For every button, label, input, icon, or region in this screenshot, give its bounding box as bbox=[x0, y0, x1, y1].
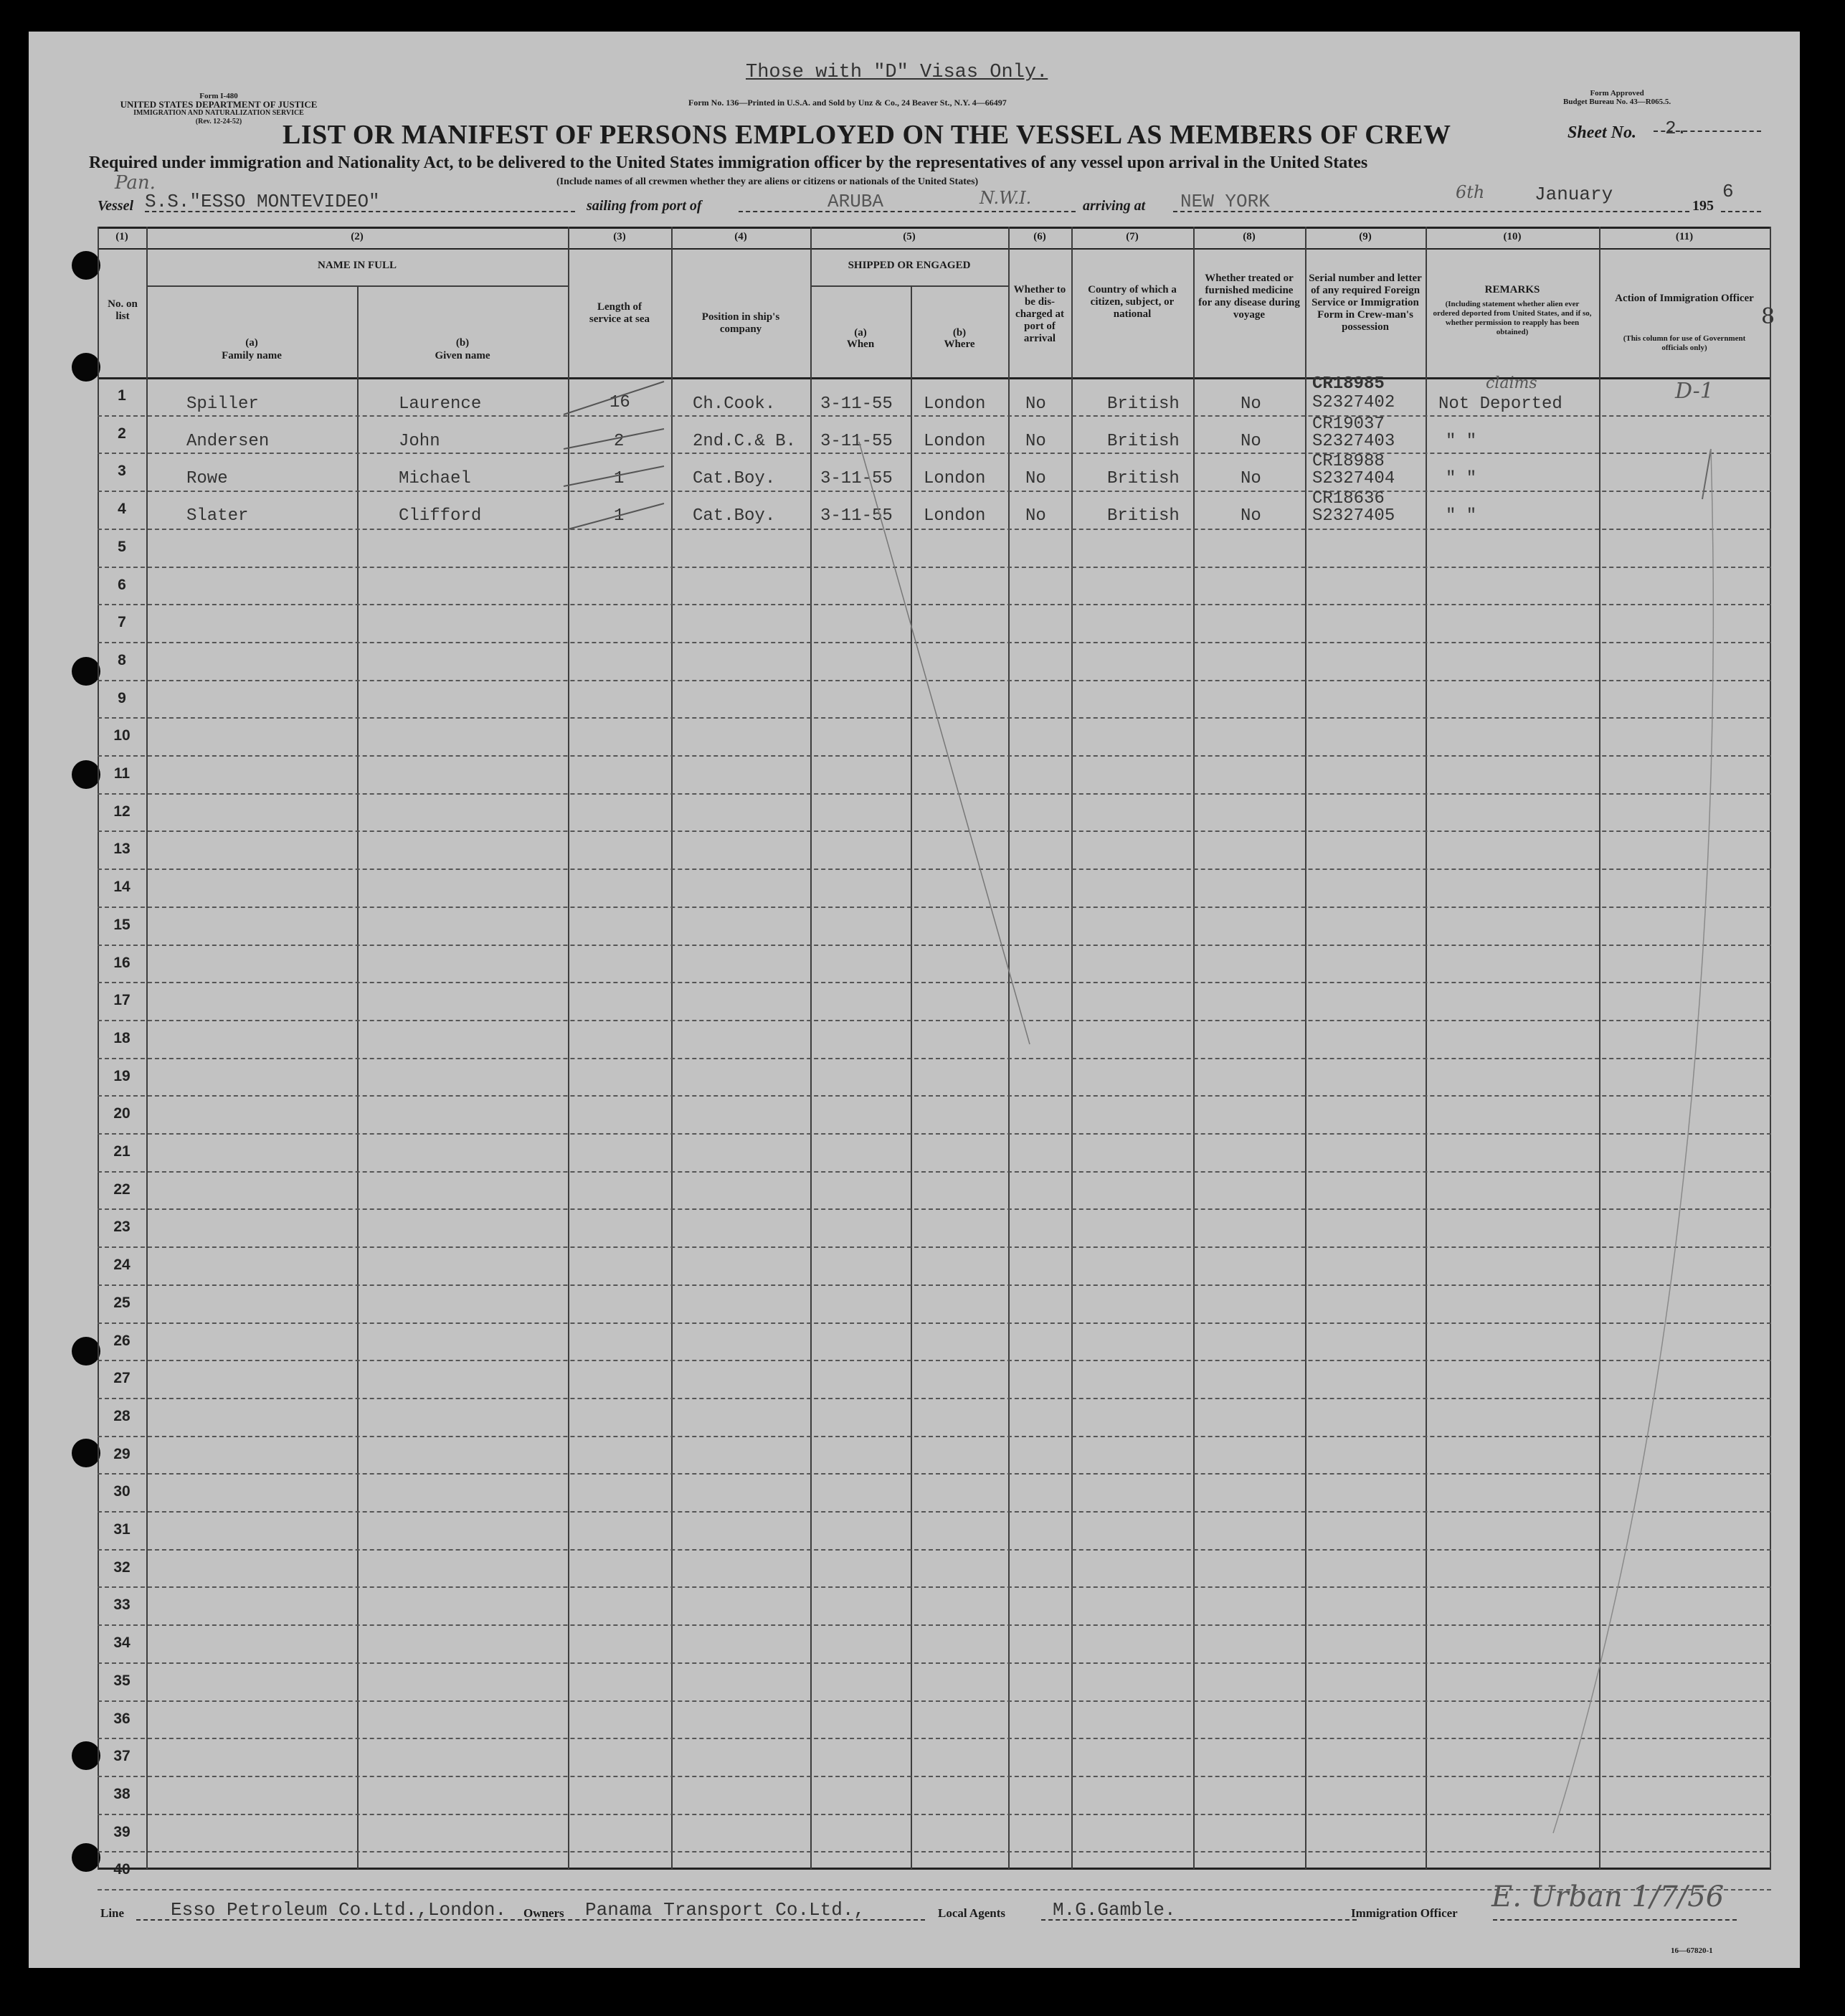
row-number: 33 bbox=[113, 1596, 131, 1614]
row-number: 12 bbox=[113, 803, 131, 820]
margin-mark: 8 bbox=[1761, 304, 1775, 329]
shipped-where: London bbox=[924, 506, 986, 526]
header-remarks: REMARKS bbox=[1484, 284, 1540, 295]
row-number: 32 bbox=[113, 1558, 131, 1576]
sailing-port: ARUBA bbox=[827, 191, 884, 212]
row-number: 2 bbox=[118, 425, 126, 442]
owners-label: Owners bbox=[523, 1906, 564, 1920]
agents-underline bbox=[1041, 1919, 1357, 1921]
col-number-3: (3) bbox=[613, 231, 626, 242]
country: British bbox=[1107, 469, 1180, 488]
row-number: 37 bbox=[113, 1748, 131, 1765]
col-number-4: (4) bbox=[734, 231, 747, 242]
year-underline bbox=[1721, 211, 1761, 212]
vessel-name: S.S."ESSO MONTEVIDEO" bbox=[145, 191, 380, 212]
form-code: 16—67820-1 bbox=[1671, 1946, 1713, 1955]
country: British bbox=[1107, 394, 1180, 414]
row-number: 13 bbox=[113, 841, 131, 858]
header-family-mark: (a) bbox=[245, 337, 258, 349]
punch-hole bbox=[72, 251, 100, 280]
form-id: Form I-480 bbox=[199, 92, 238, 100]
given-name: Michael bbox=[399, 469, 471, 488]
row-number: 23 bbox=[113, 1218, 131, 1236]
remarks: " " bbox=[1446, 432, 1477, 451]
officer-stroke bbox=[859, 442, 1030, 1044]
serial-s: S2327404 bbox=[1312, 469, 1395, 488]
row-number: 22 bbox=[113, 1180, 131, 1198]
remarks-handwritten: claims bbox=[1486, 374, 1537, 392]
row-number: 16 bbox=[113, 954, 131, 971]
row-number: 18 bbox=[113, 1029, 131, 1046]
date-day: 6th bbox=[1456, 182, 1485, 202]
position: 2nd.C.& B. bbox=[693, 432, 797, 451]
service-length: 1 bbox=[614, 469, 625, 488]
discharged: No bbox=[1025, 469, 1046, 488]
shipped-where: London bbox=[924, 394, 986, 414]
treated: No bbox=[1241, 394, 1261, 414]
row-number: 4 bbox=[118, 501, 126, 518]
shipped-when: 3-11-55 bbox=[820, 394, 893, 414]
header-treated: Whether treated or furnished medicine for any disease during voyage bbox=[1198, 273, 1300, 321]
row-number: 6 bbox=[118, 576, 126, 593]
serial-cr: CR19037 bbox=[1312, 415, 1385, 434]
col-number-6: (6) bbox=[1033, 231, 1046, 242]
date-month: January bbox=[1535, 184, 1613, 205]
line-value: Esso Petroleum Co.Ltd.,London. bbox=[171, 1899, 507, 1921]
header-where-mark: (b) bbox=[952, 327, 967, 339]
remarks: " " bbox=[1446, 506, 1477, 526]
department: UNITED STATES DEPARTMENT OF JUSTICE bbox=[120, 99, 318, 110]
remarks: " " bbox=[1446, 469, 1477, 488]
serial-cr: CR18636 bbox=[1312, 489, 1385, 508]
row-number: 17 bbox=[113, 992, 131, 1009]
service-length: 2 bbox=[614, 432, 625, 451]
row-number: 19 bbox=[113, 1067, 131, 1084]
treated: No bbox=[1241, 432, 1261, 451]
arriving-port: NEW YORK bbox=[1180, 191, 1270, 212]
shipped-where: London bbox=[924, 469, 986, 488]
header-given: Given name bbox=[435, 350, 490, 361]
punch-hole bbox=[72, 657, 100, 686]
row-number: 27 bbox=[113, 1370, 131, 1387]
row-number: 5 bbox=[118, 538, 126, 555]
pen-strokes bbox=[98, 227, 1771, 1869]
header-service: Length of service at sea bbox=[589, 301, 650, 325]
officer-label: Immigration Officer bbox=[1351, 1906, 1458, 1920]
include-note: (Include names of all crewmen whether they are aliens or citizens or nationals of the United States) bbox=[556, 176, 979, 187]
punch-hole bbox=[72, 1741, 100, 1770]
year-suffix: 6 bbox=[1722, 181, 1734, 202]
arriving-underline bbox=[1173, 211, 1689, 212]
service: IMMIGRATION AND NATURALIZATION SERVICE bbox=[133, 109, 304, 117]
header-shipped: SHIPPED OR ENGAGED bbox=[848, 260, 971, 271]
header-no: No. on list bbox=[108, 298, 138, 322]
col-number-11: (11) bbox=[1675, 231, 1694, 242]
header-remarks-note: (Including statement whether alien ever ordered deported from United States, and if so, whether permission to reapply has been obtained) bbox=[1433, 300, 1592, 336]
officer-underline bbox=[1493, 1919, 1737, 1921]
vessel-handwritten: Pan. bbox=[115, 172, 156, 194]
discharged: No bbox=[1025, 506, 1046, 526]
row-number: 40 bbox=[113, 1861, 131, 1878]
service-length: 16 bbox=[610, 393, 630, 412]
shipped-when: 3-11-55 bbox=[820, 506, 893, 526]
row-number: 10 bbox=[113, 727, 131, 744]
header-serial: Serial number and letter of any required Foreign Service or Immigration Form in Crew-man's possession bbox=[1309, 273, 1422, 333]
row-number: 11 bbox=[113, 765, 131, 782]
sheet-label: Sheet No. bbox=[1567, 123, 1636, 142]
vessel-label: Vessel bbox=[98, 198, 133, 214]
row-number: 1 bbox=[118, 387, 126, 404]
arriving-label: arriving at bbox=[1083, 198, 1146, 214]
line-label: Line bbox=[100, 1906, 125, 1920]
serial-cr: CR18988 bbox=[1312, 452, 1385, 471]
country: British bbox=[1107, 432, 1180, 451]
service-stroke bbox=[564, 466, 664, 486]
country: British bbox=[1107, 506, 1180, 526]
row-number: 8 bbox=[118, 651, 126, 668]
row-number: 20 bbox=[113, 1105, 131, 1122]
punch-hole bbox=[72, 1337, 100, 1366]
header-family: Family name bbox=[222, 350, 282, 361]
line-underline bbox=[136, 1919, 925, 1921]
sailing-underline bbox=[739, 211, 1076, 212]
revision: (Rev. 12-24-52) bbox=[195, 118, 242, 126]
col-number-10: (10) bbox=[1503, 231, 1522, 242]
given-name: Laurence bbox=[399, 394, 482, 414]
header-given-mark: (b) bbox=[455, 337, 470, 349]
treated: No bbox=[1241, 469, 1261, 488]
position: Ch.Cook. bbox=[693, 394, 776, 414]
row-number: 21 bbox=[113, 1143, 131, 1160]
vessel-underline bbox=[145, 211, 575, 212]
header-where: Where bbox=[944, 339, 975, 350]
punch-hole bbox=[72, 1843, 100, 1872]
row-number: 15 bbox=[113, 916, 131, 933]
family-name: Slater bbox=[186, 506, 249, 526]
row-number: 26 bbox=[113, 1332, 131, 1349]
sailing-label: sailing from port of bbox=[587, 198, 702, 214]
family-name: Spiller bbox=[186, 394, 259, 414]
punch-hole bbox=[72, 1439, 100, 1467]
serial-cr: CR18985 bbox=[1312, 374, 1385, 394]
punch-hole bbox=[72, 353, 100, 382]
sheet-value: 2. bbox=[1665, 118, 1688, 139]
header-action: Action of Immigration Officer bbox=[1615, 293, 1754, 304]
header-name-full: NAME IN FULL bbox=[317, 260, 397, 271]
col-number-1: (1) bbox=[115, 231, 128, 242]
header-action-note: (This column for use of Government officials only) bbox=[1623, 334, 1746, 352]
remarks: Not Deported bbox=[1438, 394, 1562, 414]
shipped-when: 3-11-55 bbox=[820, 432, 893, 451]
approved-line1: Form Approved bbox=[1590, 89, 1644, 98]
approved-line2: Budget Bureau No. 43—R065.5. bbox=[1563, 98, 1671, 106]
action-mark: D-1 bbox=[1675, 379, 1714, 404]
row-number: 31 bbox=[113, 1521, 131, 1538]
col-number-8: (8) bbox=[1243, 231, 1256, 242]
printer-line: Form No. 136—Printed in U.S.A. and Sold by Unz & Co., 24 Beaver St., N.Y. 4—66497 bbox=[688, 98, 1007, 108]
header-country: Country of which a citizen, subject, or national bbox=[1088, 284, 1177, 320]
row-number: 36 bbox=[113, 1710, 131, 1727]
col-number-2: (2) bbox=[351, 231, 364, 242]
agents-label: Local Agents bbox=[938, 1906, 1005, 1920]
col-number-9: (9) bbox=[1359, 231, 1372, 242]
agents-value: M.G.Gamble. bbox=[1053, 1899, 1176, 1921]
subtitle: Required under immigration and Nationality Act, to be delivered to the United States immigration officer by the representatives of any vessel upon arrival in the United States bbox=[89, 153, 1368, 172]
officer-stroke bbox=[1553, 449, 1713, 1833]
given-name: Clifford bbox=[399, 506, 482, 526]
year-prefix: 195 bbox=[1692, 198, 1714, 214]
row-number: 3 bbox=[118, 463, 126, 480]
treated: No bbox=[1241, 506, 1261, 526]
row-number: 35 bbox=[113, 1672, 131, 1689]
row-number: 30 bbox=[113, 1483, 131, 1500]
row-number: 28 bbox=[113, 1407, 131, 1424]
manifest-page bbox=[29, 32, 1800, 1968]
service-stroke bbox=[564, 429, 664, 449]
owners-value: Panama Transport Co.Ltd., bbox=[585, 1899, 865, 1921]
row-number: 9 bbox=[118, 689, 126, 706]
family-name: Rowe bbox=[186, 469, 228, 488]
header-when-mark: (a) bbox=[854, 327, 867, 339]
discharged: No bbox=[1025, 432, 1046, 451]
service-stroke bbox=[568, 503, 664, 529]
row-number: 39 bbox=[113, 1823, 131, 1840]
row-number: 24 bbox=[113, 1257, 131, 1274]
family-name: Andersen bbox=[186, 432, 270, 451]
header-discharged: Whether to be dis-charged at port of arrival bbox=[1013, 284, 1066, 344]
row-number: 29 bbox=[113, 1445, 131, 1462]
position: Cat.Boy. bbox=[693, 506, 776, 526]
header-when: When bbox=[846, 339, 875, 350]
row-number: 38 bbox=[113, 1785, 131, 1802]
row-number: 7 bbox=[118, 614, 126, 631]
serial-s: S2327402 bbox=[1312, 393, 1395, 412]
col-number-5: (5) bbox=[903, 231, 916, 242]
service-length: 1 bbox=[614, 506, 625, 526]
given-name: John bbox=[399, 432, 440, 451]
page-title: LIST OR MANIFEST OF PERSONS EMPLOYED ON THE VESSEL AS MEMBERS OF CREW bbox=[283, 120, 1451, 150]
serial-s: S2327405 bbox=[1312, 506, 1395, 526]
shipped-when: 3-11-55 bbox=[820, 469, 893, 488]
row-number: 25 bbox=[113, 1294, 131, 1311]
action-check-stroke bbox=[1702, 449, 1711, 499]
header-position: Position in ship's company bbox=[701, 311, 780, 335]
shipped-where: London bbox=[924, 432, 986, 451]
row-number: 34 bbox=[113, 1634, 131, 1652]
officer-signature: E. Urban 1/7/56 bbox=[1491, 1880, 1725, 1913]
serial-s: S2327403 bbox=[1312, 432, 1395, 451]
approved-block bbox=[1563, 89, 1671, 106]
punch-hole bbox=[72, 760, 100, 789]
position: Cat.Boy. bbox=[693, 469, 776, 488]
top-note: Those with "D" Visas Only. bbox=[746, 62, 1048, 83]
crew-table bbox=[98, 227, 1771, 1878]
service-stroke bbox=[564, 382, 664, 415]
discharged: No bbox=[1025, 394, 1046, 414]
sailing-handwritten: N.W.I. bbox=[980, 188, 1032, 208]
row-number: 14 bbox=[113, 879, 131, 896]
col-number-7: (7) bbox=[1126, 231, 1139, 242]
